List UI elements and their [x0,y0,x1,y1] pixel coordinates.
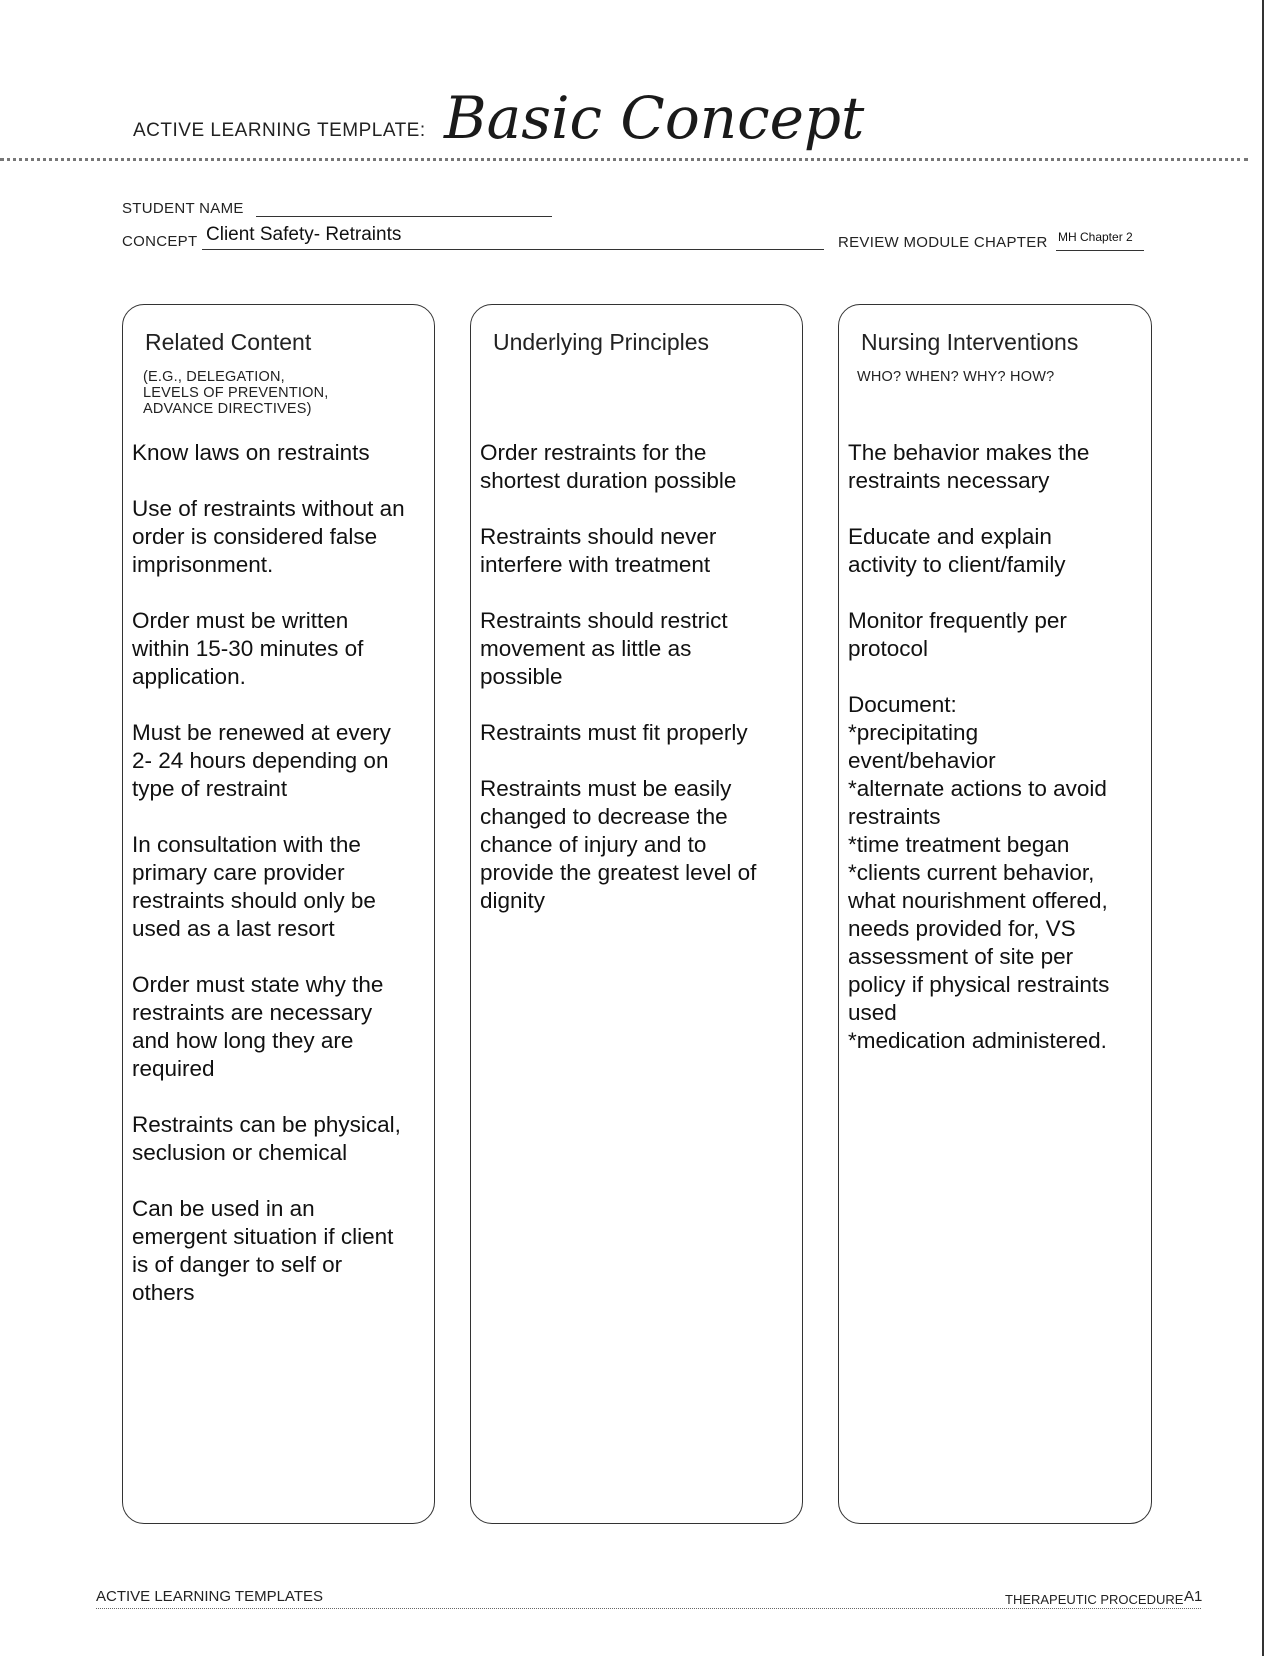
related-content-box [122,304,435,1524]
concept-value: Client Safety- Retraints [206,224,402,245]
header-divider [0,158,1248,161]
concept-field[interactable] [202,249,824,250]
list-item: Order must be written within 15-30 minutes of application. [132,608,364,689]
related-content-subtitle: (E.G., DELEGATION, LEVELS OF PREVENTION, ADVANCE DIRECTIVES) [143,369,329,417]
footer-templates-label: ACTIVE LEARNING TEMPLATES [96,1588,323,1605]
list-item: Can be used in an emergent situation if client is of danger to self or others [132,1196,394,1305]
concept-label: CONCEPT [122,233,198,250]
student-name-field[interactable] [256,216,552,217]
list-item: In consultation with the primary care provider restraints should only be used as a last resort [132,832,376,941]
template-title: Basic Concept [444,84,865,152]
footer-page-number: A1 [1184,1588,1203,1605]
student-name-label: STUDENT NAME [122,200,244,217]
nursing-interventions-title: Nursing Interventions [861,329,1079,355]
list-item: Order must state why the restraints are necessary and how long they are required [132,972,384,1081]
review-module-value: MH Chapter 2 [1058,230,1133,244]
nursing-interventions-list [848,439,1143,1083]
list-item: Use of restraints without an order is considered false imprisonment. [132,496,405,577]
list-item: Restraints should never interfere with treatment [480,524,717,577]
underlying-principles-box [470,304,803,1524]
footer-divider [96,1608,1201,1609]
list-item: Restraints should restrict movement as little as possible [480,608,728,689]
list-item: Order restraints for the shortest duration possible [480,440,737,493]
list-item: Restraints must fit properly [480,720,748,745]
list-item: Document: *precipitating event/behavior *alternate actions to avoid restraints *time treatment began *clients current behavior, what nourishment offered, needs provided for, VS assessment of site per policy if physical restraints used *medication administered. [848,692,1110,1053]
template-label: ACTIVE LEARNING TEMPLATE: [133,120,426,141]
list-item: Restraints must be easily changed to decrease the chance of injury and to provide the greatest level of dignity [480,776,757,913]
list-item: Monitor frequently per protocol [848,608,1067,661]
review-module-field[interactable] [1056,250,1144,251]
list-item: Educate and explain activity to client/family [848,524,1066,577]
related-content-list [132,439,426,1335]
list-item: The behavior makes the restraints necessary [848,440,1090,493]
underlying-principles-list [480,439,794,943]
underlying-principles-title: Underlying Principles [493,329,710,355]
footer-section-label: THERAPEUTIC PROCEDURE [1005,1592,1184,1607]
related-content-title: Related Content [145,329,312,355]
list-item: Know laws on restraints [132,440,370,465]
nursing-interventions-box [838,304,1152,1524]
list-item: Must be renewed at every 2- 24 hours depending on type of restraint [132,720,391,801]
nursing-interventions-subtitle: WHO? WHEN? WHY? HOW? [857,369,1055,385]
review-module-label: REVIEW MODULE CHAPTER [838,234,1048,251]
list-item: Restraints can be physical, seclusion or chemical [132,1112,401,1165]
page-edge-line [1262,0,1264,1656]
